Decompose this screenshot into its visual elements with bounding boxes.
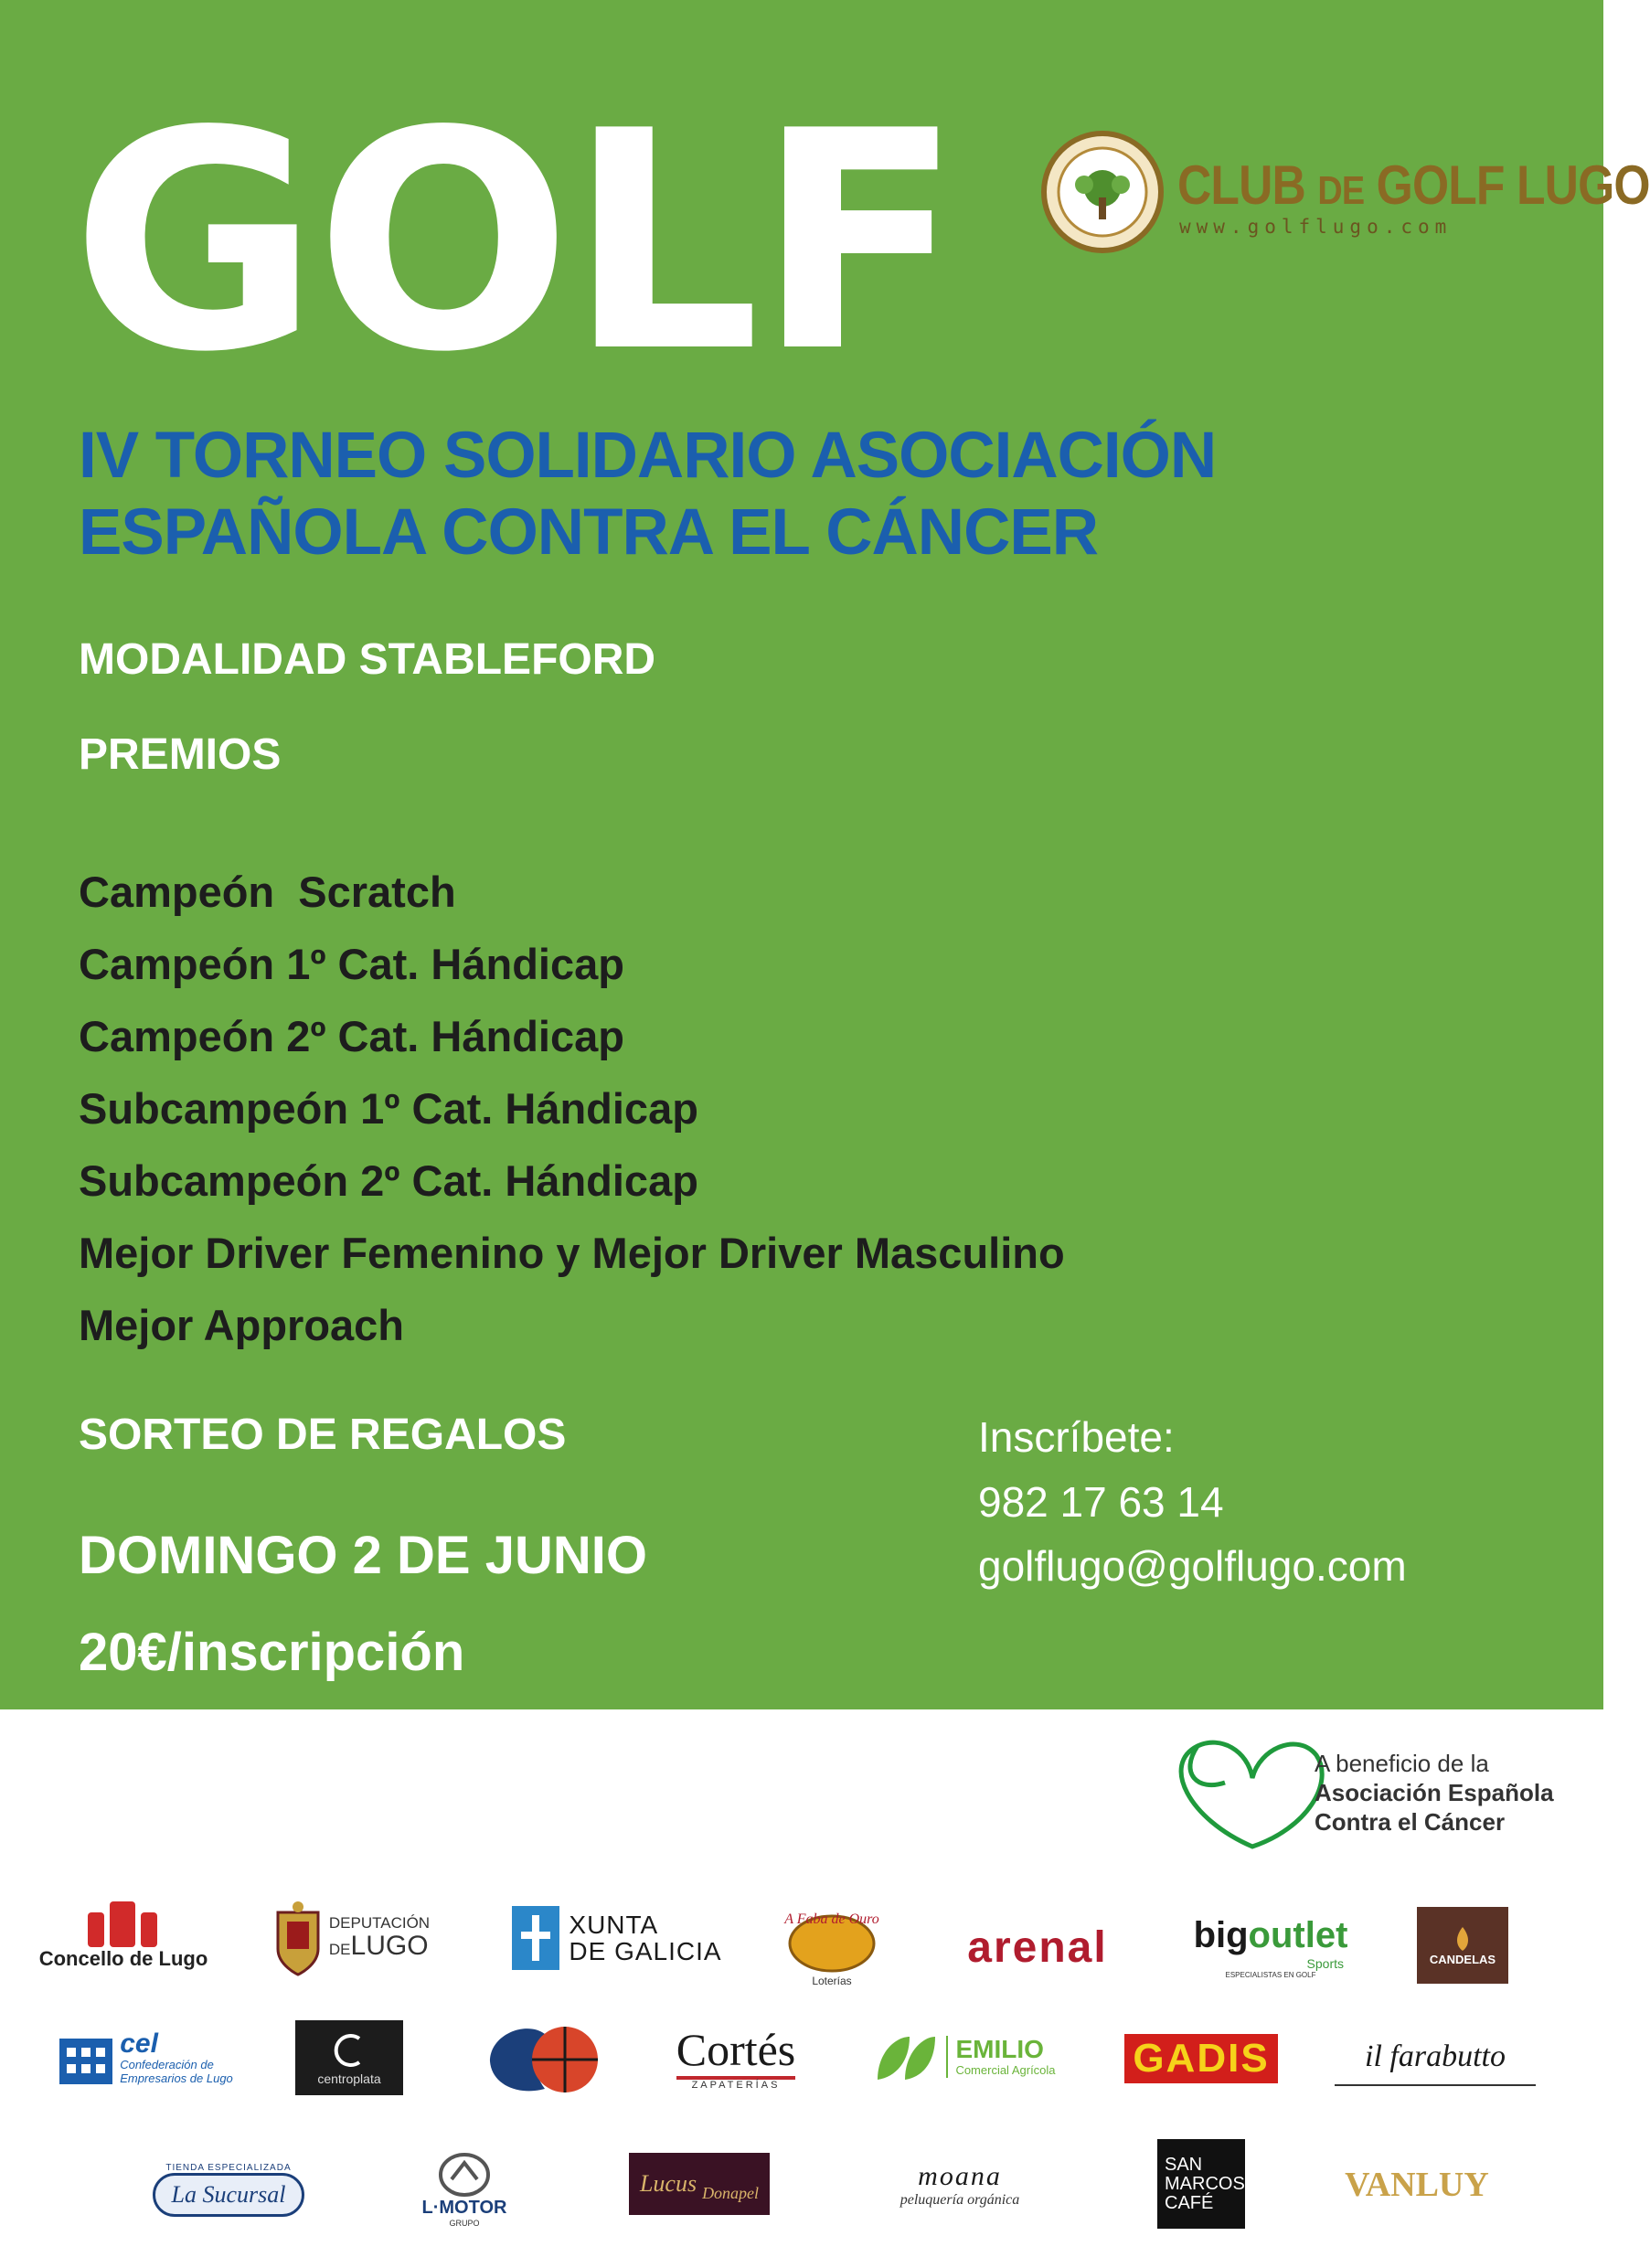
sponsor-lucus-donapel [629,2153,770,2215]
sucursal-label: La Sucursal [171,2180,286,2208]
prize-item: Subcampeón 2º Cat. Hándicap [79,1156,698,1205]
club-name: CLUB DE GOLF LUGO [1177,154,1650,216]
faba-sub: Loterías [812,1975,852,1987]
sponsor-concello-lugo [37,1883,210,1984]
gadis-label: GADIS [1133,2036,1270,2081]
contact-email[interactable]: golflugo@golflugo.com [978,1542,1407,1590]
prize-item: Campeón 2º Cat. Hándicap [79,1012,624,1060]
bigoutlet-outlet: outlet [1248,1915,1348,1955]
prize-item: Mejor Driver Femenino y Mejor Driver Masculino [79,1229,1065,1277]
tournament-title-line2: ESPAÑOLA CONTRA EL CÁNCER [79,496,1098,569]
deputacion-shield-icon [274,1900,322,1976]
faba-label: A Faba de Ouro [784,1911,879,1927]
deputacion-de: DE [328,1941,351,1959]
prize-item: Campeón 1º Cat. Hándicap [79,940,624,988]
cel-line2: Confederación de [120,2058,214,2072]
poster-title: GOLF [71,67,960,418]
lmotor-sub: GRUPO [449,2218,480,2228]
vanluy-label: VANLUY [1345,2166,1489,2204]
farabutto-label: il farabutto [1365,2039,1506,2073]
aecc-text-line3: Contra el Cáncer [1315,1808,1506,1836]
aecc-text-line1: A beneficio de la [1315,1750,1489,1777]
prizes-list [79,864,1065,1369]
arenal-label: arenal [967,1922,1108,1972]
signup-label: Inscríbete: [978,1413,1175,1461]
lmotor-emblem-icon [437,2152,492,2198]
sucursal-top: TIENDA ESPECIALIZADA [165,2162,292,2173]
prize-item: Mejor Approach [79,1301,405,1349]
concello-label: Concello de Lugo [38,1947,208,1970]
sponsor-lmotor [410,2144,519,2235]
sponsor-xunta-galicia [512,1901,722,1975]
donapel-label: Donapel [702,2183,760,2202]
tournament-title-line1: IV TORNEO SOLIDARIO ASOCIACIÓN [79,420,1217,492]
bigoutlet-tagline: ESPECIALISTAS EN GOLF [1225,1971,1316,1979]
aecc-text-line2: Asociación Española [1315,1779,1554,1806]
prize-item: Campeón Scratch [79,868,456,916]
prize-item: Subcampeón 1º Cat. Hándicap [79,1084,698,1133]
cel-building-icon [59,2029,112,2084]
deputacion-lugo: LUGO [350,1931,429,1962]
candelas-flame-icon [1452,1925,1474,1953]
sponsor-la-sucursal [155,2153,302,2226]
centroplata-label: centroplata [317,2071,381,2086]
moana-sub: peluquería orgánica [900,2192,1020,2208]
emilio-leaf-icon [873,2029,937,2084]
sponsor-cortes [675,2011,797,2103]
moana-label: moana [918,2161,1002,2191]
sponsor-emilio [868,2025,1060,2089]
entry-price: 20€/inscripción [79,1623,465,1682]
bigoutlet-sports: Sports [1306,1956,1344,1971]
candelas-label: CANDELAS [1429,1952,1496,1966]
sponsor-basketball-club [481,2016,601,2100]
contact-phone[interactable]: 982 17 63 14 [978,1478,1224,1526]
sponsor-san-marcos-cafe [1157,2139,1245,2229]
emilio-label: EMILIO [955,2035,1044,2064]
sanmarcos-line2: MARCOS [1165,2173,1245,2194]
event-date: DOMINGO 2 DE JUNIO [79,1526,647,1585]
cel-line3: Empresarios de Lugo [120,2071,233,2085]
sanmarcos-line1: SAN [1165,2154,1203,2175]
cortes-sub: ZAPATERÍAS [691,2080,781,2091]
sponsor-il-farabutto [1335,2029,1536,2086]
sponsor-gadis [1124,2034,1278,2083]
lucus-label: Lucus [639,2170,697,2197]
sponsor-deputacion-lugo [265,1892,439,1984]
concello-building-icon [82,1896,165,1947]
xunta-emblem-icon [512,1906,559,1970]
emilio-sub: Comercial Agrícola [955,2063,1056,2078]
bigoutlet-big: big [1193,1915,1249,1955]
cel-label: cel [120,2028,158,2060]
lmotor-label: L·MOTOR [421,2197,507,2218]
sponsor-bigoutlet [1179,1901,1362,1993]
deputacion-line1: DEPUTACIÓN [328,1914,431,1933]
faba-bean-icon [782,1898,882,1975]
sponsor-cel [46,2020,247,2093]
sponsor-centroplata [295,2020,403,2095]
cortes-label: Cortés [676,2024,796,2075]
club-url: www.golflugo.com [1179,216,1453,238]
centroplata-c-icon [328,2029,370,2071]
sponsor-moana [868,2153,1051,2217]
sponsor-arenal [951,1911,1124,1984]
modality-label: MODALIDAD STABLEFORD [79,635,656,684]
sponsor-faba-de-ouro [777,1892,887,1993]
lion-basketball-icon [481,2016,601,2100]
sponsor-vanluy [1344,2157,1490,2212]
raffle-label: SORTEO DE REGALOS [79,1411,567,1459]
sponsor-candelas [1417,1907,1508,1984]
xunta-line1: XUNTA [569,1910,659,1939]
xunta-line2: DE GALICIA [569,1937,722,1965]
sanmarcos-line3: CAFÉ [1165,2192,1214,2213]
prizes-heading: PREMIOS [79,730,282,779]
